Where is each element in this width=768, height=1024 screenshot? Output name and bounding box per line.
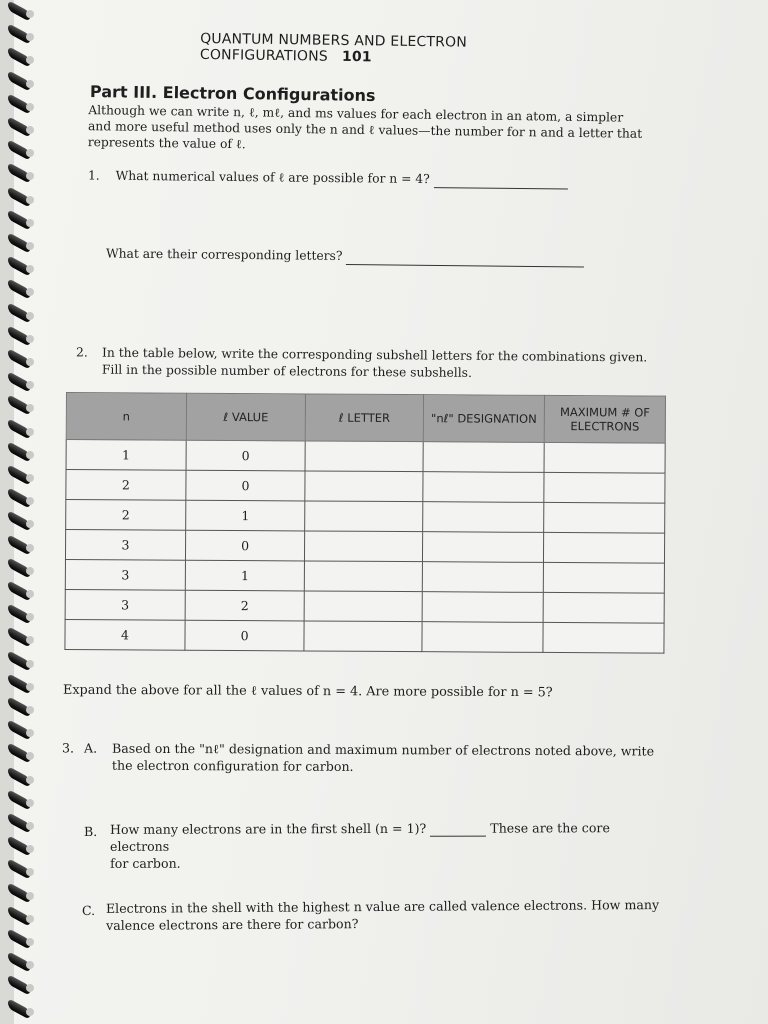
- cell-max-electrons[interactable]: [544, 472, 665, 503]
- table-row: [65, 619, 664, 653]
- cell-l-letter[interactable]: [305, 561, 423, 592]
- cell-l-letter[interactable]: [305, 531, 423, 562]
- header-title: QUANTUM NUMBERS AND ELECTRON CONFIGURATIONS: [199, 30, 468, 65]
- question-3b-label: B.: [83, 823, 98, 840]
- cell-nl-designation[interactable]: [423, 472, 544, 503]
- cell-nl-designation[interactable]: [423, 442, 544, 473]
- subshell-table: [64, 392, 666, 654]
- table-row: [66, 440, 665, 474]
- cell-l-value: 0: [185, 620, 305, 651]
- cell-l-value: 0: [186, 440, 306, 471]
- intro-paragraph: Although we can write n, ℓ, mℓ, and ms values for each electron in an atom, a simpler and more useful method uses only the n and ℓ values—the number for n and a letter that represents the value of ℓ.: [87, 103, 643, 152]
- question-3b-text-end: for carbon.: [110, 855, 181, 871]
- question-3c-label: C.: [81, 902, 96, 919]
- question-3c: [82, 896, 672, 934]
- question-3-number: 3.: [62, 740, 75, 756]
- question-1-text: What numerical values of ℓ are possible for n = 4?: [115, 168, 430, 187]
- page-number: 101: [341, 48, 372, 66]
- cell-l-letter[interactable]: [305, 501, 423, 532]
- cell-n: 3: [65, 589, 185, 620]
- cell-n: 4: [65, 619, 185, 650]
- question-3a-text: Based on the "nℓ" designation and maximum number of electrons noted above, write the electron configuration for carbon.: [111, 740, 655, 774]
- question-1-followup: [106, 245, 585, 267]
- question-1-answer-line[interactable]: [434, 173, 568, 189]
- column-header-n: n: [66, 393, 186, 441]
- cell-nl-designation[interactable]: [422, 592, 543, 623]
- cell-max-electrons[interactable]: [543, 622, 664, 653]
- question-2: [76, 344, 666, 383]
- cell-l-value: 1: [186, 500, 306, 531]
- question-1-letters-answer-line[interactable]: [346, 250, 584, 267]
- question-3a-label: A.: [84, 740, 98, 756]
- question-3a: [62, 739, 662, 776]
- question-3b-answer-line[interactable]: [430, 822, 486, 837]
- cell-max-electrons[interactable]: [544, 502, 665, 533]
- question-3b-core-note: These are the core electrons: [109, 820, 610, 854]
- cell-l-letter[interactable]: [305, 441, 423, 472]
- question-1: [88, 167, 568, 189]
- table-row: [65, 530, 664, 564]
- table-header-row: [66, 393, 665, 444]
- cell-n: 3: [65, 530, 185, 561]
- cell-l-value: 0: [186, 470, 306, 501]
- cell-l-letter[interactable]: [304, 621, 422, 652]
- table-row: [65, 559, 664, 593]
- question-1-number: 1.: [87, 168, 100, 183]
- cell-nl-designation[interactable]: [423, 502, 544, 533]
- question-3c-text: Electrons in the shell with the highest n value are called valence electrons. How many valence electrons are there for carbon?: [105, 897, 660, 933]
- cell-l-value: 1: [185, 560, 305, 591]
- question-3b: [84, 819, 664, 872]
- cell-max-electrons[interactable]: [544, 442, 665, 473]
- table-row: [66, 470, 665, 504]
- cell-n: 2: [66, 500, 186, 531]
- column-header-l-value: ℓ VALUE: [186, 393, 306, 441]
- cell-n: 2: [66, 470, 186, 501]
- cell-max-electrons[interactable]: [544, 532, 665, 563]
- cell-l-letter[interactable]: [305, 471, 423, 502]
- cell-nl-designation[interactable]: [422, 562, 543, 593]
- cell-l-letter[interactable]: [304, 591, 422, 622]
- cell-max-electrons[interactable]: [543, 592, 664, 623]
- cell-l-value: 0: [185, 530, 305, 561]
- column-header-l-letter: ℓ LETTER: [305, 394, 423, 442]
- question-2-text: In the table below, write the corresponding subshell letters for the combinations given. Fill in the possible number of electrons for these subshells.: [101, 345, 648, 380]
- cell-nl-designation[interactable]: [422, 622, 543, 653]
- cell-n: 1: [66, 440, 186, 471]
- question-1-followup-text: What are their corresponding letters?: [105, 246, 343, 263]
- column-header-nl-designation: "nℓ" DESIGNATION: [423, 395, 545, 443]
- cell-max-electrons[interactable]: [543, 562, 664, 593]
- table-row: [65, 589, 664, 623]
- section-title: Part III. Electron Configurations: [89, 82, 376, 105]
- question-3b-text: How many electrons are in the first shell (n = 1)?: [109, 820, 427, 837]
- page-header: [200, 31, 640, 69]
- cell-n: 3: [65, 559, 185, 590]
- table-row: [66, 500, 665, 534]
- question-2-number: 2.: [76, 345, 88, 360]
- expand-question: Expand the above for all the ℓ values of n = 4. Are more possible for n = 5?: [62, 682, 553, 701]
- cell-nl-designation[interactable]: [422, 532, 543, 563]
- column-header-max-electrons: MAXIMUM # OF ELECTRONS: [544, 395, 665, 443]
- cell-l-value: 2: [185, 590, 305, 621]
